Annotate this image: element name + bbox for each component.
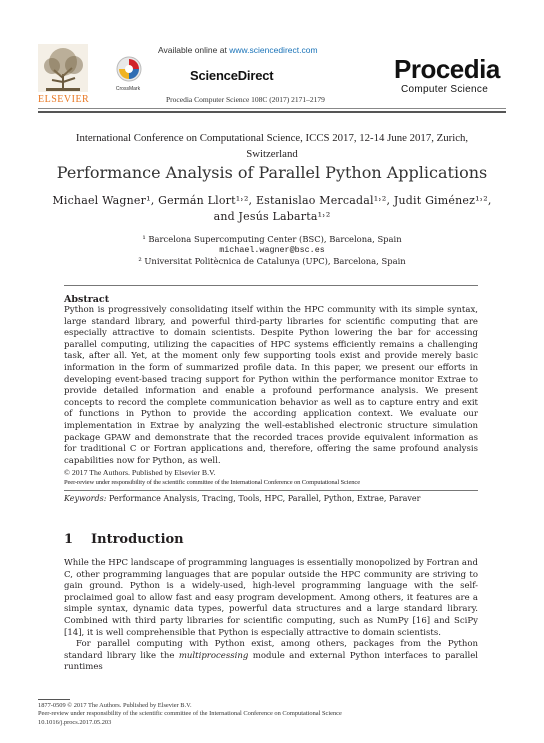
affiliations [40,234,504,267]
affiliation-2: ² Universitat Politècnica de Catalunya (UPC), Barcelona, Spain [138,256,406,266]
paragraph-1: While the HPC landscape of programming languages is essentially monopolized by Fortran and C, other programming languages that are popular outside the HPC community are striving to gain ground. Python is a widely-used, high-level programming language with the self-proclaimed goal to allow fast and easy program development. Among others, it features are a simple syntax, dynamic data types, powerful data structures and a large standard library. Combined with third party libraries for scientific computing, such as NumPy [16] and SciPy [14], it is well comprehensible that Python is especially attractive to domain scientists. [64,558,478,638]
keywords-list: Performance Analysis, Tracing, Tools, HPC, Parallel, Python, Extrae, Paraver [106,494,421,503]
footer-peer-review: Peer-review under responsibility of the scientific committee of the International Conference on Computational Science [38,710,342,718]
peer-review-notice: Peer-review under responsibility of the scientific committee of the International Conference on Computational Science [64,479,360,486]
paragraph-2 [64,639,478,674]
paper-title: Performance Analysis of Parallel Python Applications [56,163,488,182]
author-email[interactable]: michael.wagner@bsc.es [219,245,325,255]
keywords-label: Keywords: [64,494,107,503]
footer-rule [38,699,70,700]
keywords-rule [64,490,478,491]
footer [38,702,498,727]
footer-doi[interactable]: 10.1016/j.procs.2017.05.203 [38,718,112,726]
crossmark-label: CrossMark [115,86,141,92]
sciencedirect-link[interactable]: www.sciencedirect.com [229,45,318,55]
author-list [40,193,504,225]
header-rule-thick [38,111,506,113]
journal-citation: Procedia Computer Science 108C (2017) 2171–2179 [166,95,325,104]
crossmark-icon[interactable] [114,56,144,88]
elsevier-logo-text: ELSEVIER [38,94,90,105]
footer-issn: 1877-0509 © 2017 The Authors. Published by Elsevier B.V. [38,702,192,709]
header-rule [38,108,506,109]
authors-line-1: Michael Wagner¹, Germán Llort¹˒², Estanislao Mercadal¹˒², Judit Giménez¹˒², [52,194,492,207]
conference-line: International Conference on Computational Science, ICCS 2017, 12-14 June 2017, Zurich, Switzerland [75,132,469,160]
paragraph-2-start: For parallel computing with Python exist, among others, packages from the Python standard library like the [64,639,478,661]
multiprocessing-term: multiprocessing [178,650,249,661]
copyright-notice: © 2017 The Authors. Published by Elsevier B.V. [64,468,216,477]
available-online [158,45,318,55]
body-text [64,558,478,674]
abstract-rule [64,285,478,286]
section-title: Introduction [91,532,184,547]
procedia-subtitle: Computer Science [401,84,489,95]
sciencedirect-wordmark: ScienceDirect [190,68,274,83]
available-prefix: Available online at [158,45,230,55]
abstract-text: Python is progressively consolidating itself within the HPC community with its simple syntax, large standard library, and powerful third-party libraries for scientific computing that are especially attractive to domain scientists. Despite Python lowering the bar for accessing parallel computing, utilizing the capacities of HPC systems efficiently remains a challenging task, after all. Yet, at the moment only few supporting tools exist and provide merely basic information in the form of summarized profile data. In this paper, we present our efforts in developing event-based tracing support for Python within the performance monitor Extrae to provide detailed information and enable a profound performance analysis. We present concepts to record the complete communication behavior as well as to capture entry and exit of functions in Python to provide the according application context. We evaluate our implementation in Extrae by analyzing the well-established electronic structure simulation package GPAW and demonstrate that the recorded traces provide equivalent information as for traditional C or Fortran applications and, therefore, offering the same profound analysis capabilities now for Python, as well. [64,305,478,466]
keywords [64,494,478,503]
section-heading [64,532,184,547]
authors-line-2: and Jesús Labarta¹˒² [213,210,331,223]
abstract-heading: Abstract [64,294,110,305]
section-number: 1 [64,532,74,547]
affiliation-1: ¹ Barcelona Supercomputing Center (BSC), Barcelona, Spain [142,234,402,244]
procedia-wordmark: Procedia [394,54,500,84]
paragraph-2-end: module and external Python interfaces to parallel runtimes [64,650,478,673]
